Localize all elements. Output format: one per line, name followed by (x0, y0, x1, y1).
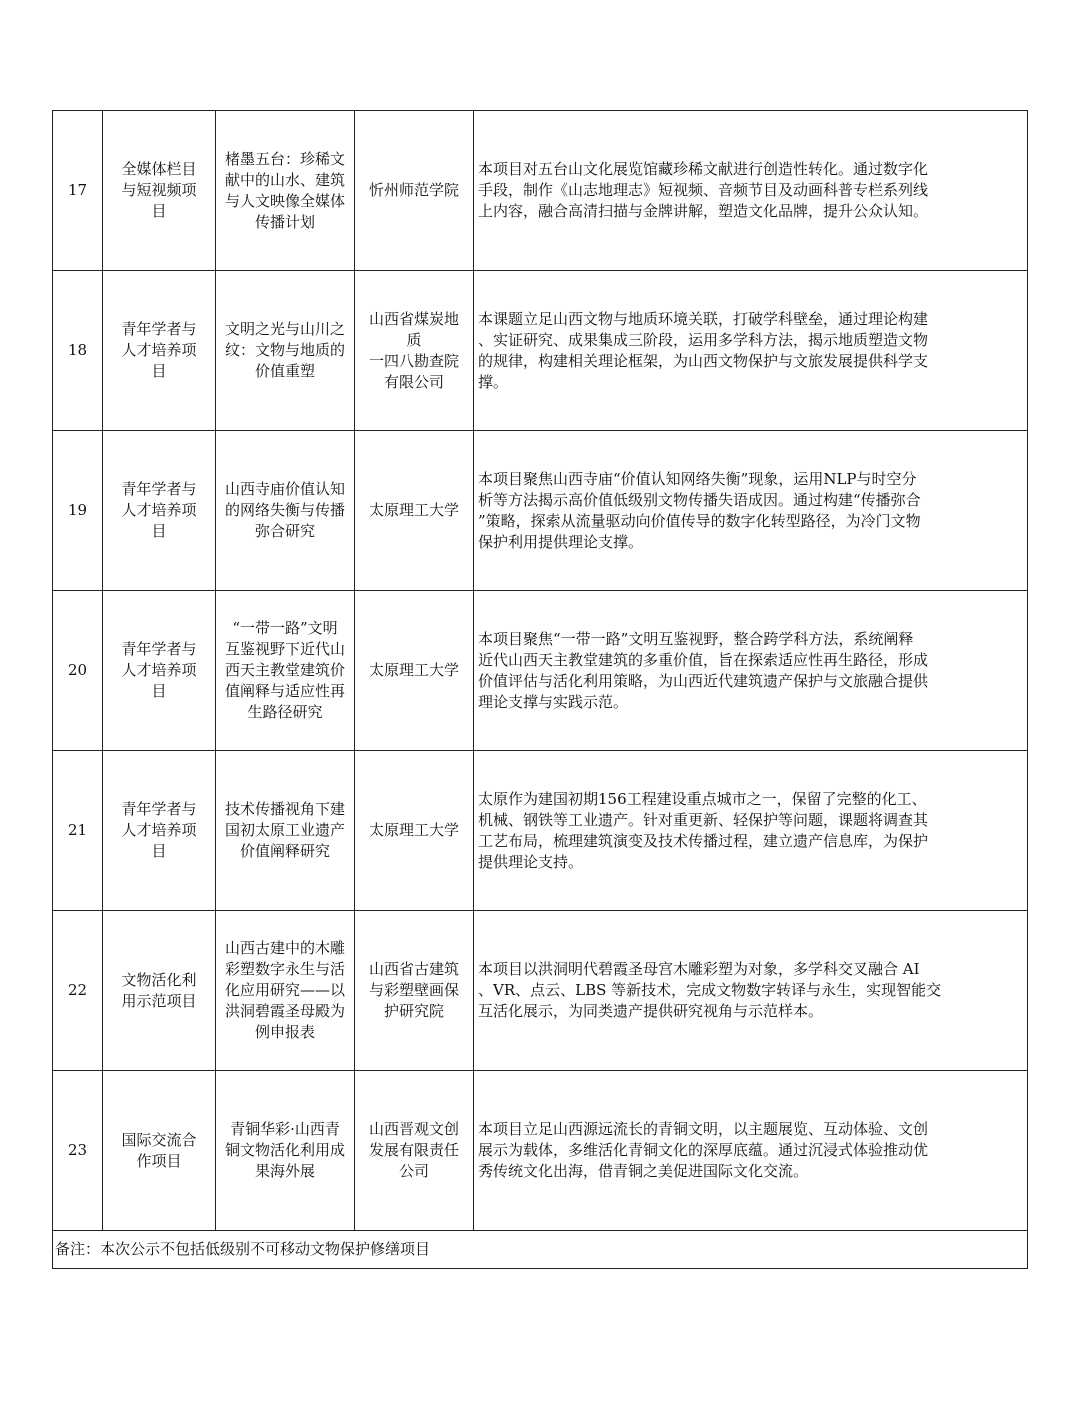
table-row (53, 431, 1028, 591)
project-type-line: 目 (151, 682, 167, 700)
project-name-line: 的网络失衡与传播 (224, 501, 345, 519)
project-type-line: 青年学者与 (121, 800, 197, 818)
applicant-org-line: 护研究院 (383, 1002, 444, 1020)
project-name-line: 彩塑数字永生与活 (224, 960, 345, 978)
row-number: 17 (53, 111, 103, 271)
project-type-line: 人才培养项 (121, 661, 197, 679)
project-name (216, 271, 355, 431)
project-description-line: 机械、钢铁等工业遗产。针对重更新、轻保护等问题，课题将调查其 (478, 810, 929, 829)
project-name-line: 献中的山水、建筑 (224, 170, 345, 189)
project-description (474, 751, 1028, 911)
project-type (103, 431, 216, 591)
project-name-line: 青铜华彩·山西青 (230, 1120, 340, 1138)
applicant-org (355, 1071, 474, 1231)
project-name (216, 431, 355, 591)
table-row (53, 591, 1028, 751)
project-description-line: 的规律，构建相关理论框架，为山西文物保护与文旅发展提供科学支 (478, 351, 929, 370)
applicant-org-line: 发展有限责任 (368, 1141, 459, 1159)
project-description (474, 1071, 1028, 1231)
project-name-line: 山西寺庙价值认知 (224, 480, 345, 498)
row-number: 18 (53, 271, 103, 431)
project-name-line: 果海外展 (254, 1162, 315, 1180)
project-type-line: 青年学者与 (121, 320, 197, 338)
project-description-line: 析等方法揭示高价值低级别文物传播失语成因。通过构建“传播弥合 (478, 490, 921, 509)
project-description-line: 、实证研究、成果集成三阶段，运用多学科方法，揭示地质塑造文物 (478, 330, 929, 349)
applicant-org-line: 一四八勘查院 (368, 351, 459, 370)
project-type (103, 271, 216, 431)
project-description (474, 271, 1028, 431)
project-name-line: 纹：文物与地质的 (224, 341, 345, 359)
row-number: 21 (53, 751, 103, 911)
project-type-line: 与短视频项 (121, 181, 197, 199)
project-description (474, 911, 1028, 1071)
project-description-line: 秀传统文化出海，借青铜之美促进国际文化交流。 (478, 1162, 809, 1180)
project-type-line: 人才培养项 (121, 341, 197, 359)
project-name-line: “一带一路”文明 (232, 619, 338, 637)
project-type-line: 全媒体栏目 (121, 160, 197, 178)
project-name (216, 751, 355, 911)
project-type-line: 目 (151, 362, 167, 380)
applicant-org-line: 质 (406, 330, 422, 349)
project-type-line: 青年学者与 (121, 480, 197, 498)
project-description (474, 431, 1028, 591)
note-text: 备注：本次公示不包括低级别不可移动文物保护修缮项目 (53, 1231, 1028, 1269)
project-name-line: 与人文映像全媒体 (224, 191, 345, 210)
project-type-line: 国际交流合 (121, 1130, 197, 1149)
applicant-org-line: 山西晋观文创 (368, 1120, 459, 1138)
applicant-org-line: 忻州师范学院 (368, 181, 459, 199)
applicant-org-line: 山西省煤炭地 (368, 309, 459, 328)
project-name-line: 值阐释与适应性再 (224, 682, 345, 700)
project-description-line: 手段，制作《山志地理志》短视频、音频节目及动画科普专栏系列线 (478, 181, 929, 199)
project-name-line: 山西古建中的木雕 (224, 939, 345, 957)
applicant-org (355, 591, 474, 751)
project-name (216, 1071, 355, 1231)
project-name-line: 化应用研究——以 (224, 981, 345, 999)
project-name-line: 西天主教堂建筑价 (224, 661, 345, 679)
project-name-line: 洪洞碧霞圣母殿为 (224, 1002, 345, 1020)
project-table (52, 110, 1028, 1269)
table-row (53, 271, 1028, 431)
project-description-line: 保护利用提供理论支撑。 (478, 532, 644, 551)
project-type (103, 111, 216, 271)
project-name-line: 国初太原工业遗产 (224, 821, 345, 839)
project-name-line: 楮墨五台：珍稀文 (224, 149, 345, 168)
applicant-org (355, 111, 474, 271)
project-description-line: 展示为载体，多维活化青铜文化的深厚底蕴。通过沉浸式体验推动优 (478, 1141, 929, 1159)
table-row (53, 111, 1028, 271)
row-number: 19 (53, 431, 103, 591)
project-description-line: 提供理论支持。 (478, 852, 584, 871)
project-type-line: 目 (151, 842, 167, 860)
project-type-line: 目 (151, 522, 167, 540)
applicant-org (355, 431, 474, 591)
project-name (216, 911, 355, 1071)
project-description-line: 本项目以洪洞明代碧霞圣母宫木雕彩塑为对象，多学科交叉融合 AI (478, 960, 920, 978)
project-type (103, 751, 216, 911)
project-table-body (53, 111, 1028, 1231)
project-type-line: 文物活化利 (121, 970, 197, 989)
project-name-line: 生路径研究 (247, 703, 323, 721)
applicant-org (355, 751, 474, 911)
project-type-line: 青年学者与 (121, 640, 197, 658)
applicant-org-line: 有限公司 (383, 372, 444, 391)
project-description-line: 工艺布局，梳理建筑演变及技术传播过程，建立遗产信息库，为保护 (478, 831, 929, 850)
project-type-line: 用示范项目 (121, 991, 197, 1010)
project-name (216, 111, 355, 271)
row-number: 22 (53, 911, 103, 1071)
project-type-line: 人才培养项 (121, 501, 197, 519)
project-name-line: 例申报表 (254, 1023, 315, 1041)
project-type-line: 目 (151, 202, 167, 220)
project-name-line: 价值重塑 (254, 362, 315, 380)
project-description-line: 近代山西天主教堂建筑的多重价值，旨在探索适应性再生路径，形成 (478, 650, 929, 669)
row-number: 23 (53, 1071, 103, 1231)
project-description-line: 本课题立足山西文物与地质环境关联，打破学科壁垒，通过理论构建 (478, 309, 929, 328)
table-row (53, 1071, 1028, 1231)
project-name-line: 互鉴视野下近代山 (224, 640, 345, 658)
applicant-org-line: 太原理工大学 (368, 661, 459, 679)
project-name-line: 技术传播视角下建 (224, 800, 345, 818)
applicant-org (355, 271, 474, 431)
table-row (53, 911, 1028, 1071)
project-type (103, 911, 216, 1071)
applicant-org-line: 公司 (398, 1162, 429, 1180)
project-name-line: 铜文物活化利用成 (224, 1141, 345, 1159)
project-name-line: 传播计划 (254, 212, 315, 231)
project-type (103, 591, 216, 751)
project-name-line: 价值阐释研究 (239, 842, 330, 860)
project-description-line: 、VR、点云、LBS 等新技术，完成文物数字转译与永生，实现智能交 (478, 981, 942, 999)
project-description-line: 本项目对五台山文化展览馆藏珍稀文献进行创造性转化。通过数字化 (478, 160, 929, 178)
project-description-line: 理论支撑与实践示范。 (478, 692, 629, 711)
applicant-org-line: 山西省古建筑 (368, 960, 459, 978)
project-description-line: 互活化展示，为同类遗产提供研究视角与示范样本。 (478, 1002, 824, 1020)
project-description-line: 上内容，融合高清扫描与金牌讲解，塑造文化品牌，提升公众认知。 (478, 202, 929, 220)
project-description-line: 价值评估与活化利用策略，为山西近代建筑遗产保护与文旅融合提供 (478, 671, 929, 690)
project-name-line: 文明之光与山川之 (224, 320, 345, 338)
applicant-org-line: 与彩塑壁画保 (368, 981, 459, 999)
row-number: 20 (53, 591, 103, 751)
project-description-line: ”策略，探索从流量驱动向价值传导的数字化转型路径，为冷门文物 (478, 511, 921, 530)
table-row (53, 751, 1028, 911)
note-row (53, 1231, 1028, 1269)
project-description-line: 撑。 (478, 372, 509, 391)
applicant-org-line: 太原理工大学 (368, 821, 459, 839)
project-description (474, 591, 1028, 751)
project-description-line: 本项目聚焦山西寺庙“价值认知网络失衡”现象，运用NLP与时空分 (478, 469, 917, 488)
project-description (474, 111, 1028, 271)
project-description-line: 本项目立足山西源远流长的青铜文明，以主题展览、互动体验、文创 (478, 1120, 929, 1138)
project-description-line: 本项目聚焦“一带一路”文明互鉴视野，整合跨学科方法，系统阐释 (478, 629, 914, 648)
project-description-line: 太原作为建国初期156工程建设重点城市之一，保留了完整的化工、 (478, 789, 927, 808)
project-type (103, 1071, 216, 1231)
project-type-line: 人才培养项 (121, 821, 197, 839)
applicant-org-line: 太原理工大学 (368, 501, 459, 519)
project-name (216, 591, 355, 751)
applicant-org (355, 911, 474, 1071)
project-type-line: 作项目 (136, 1151, 182, 1170)
project-name-line: 弥合研究 (254, 522, 315, 540)
